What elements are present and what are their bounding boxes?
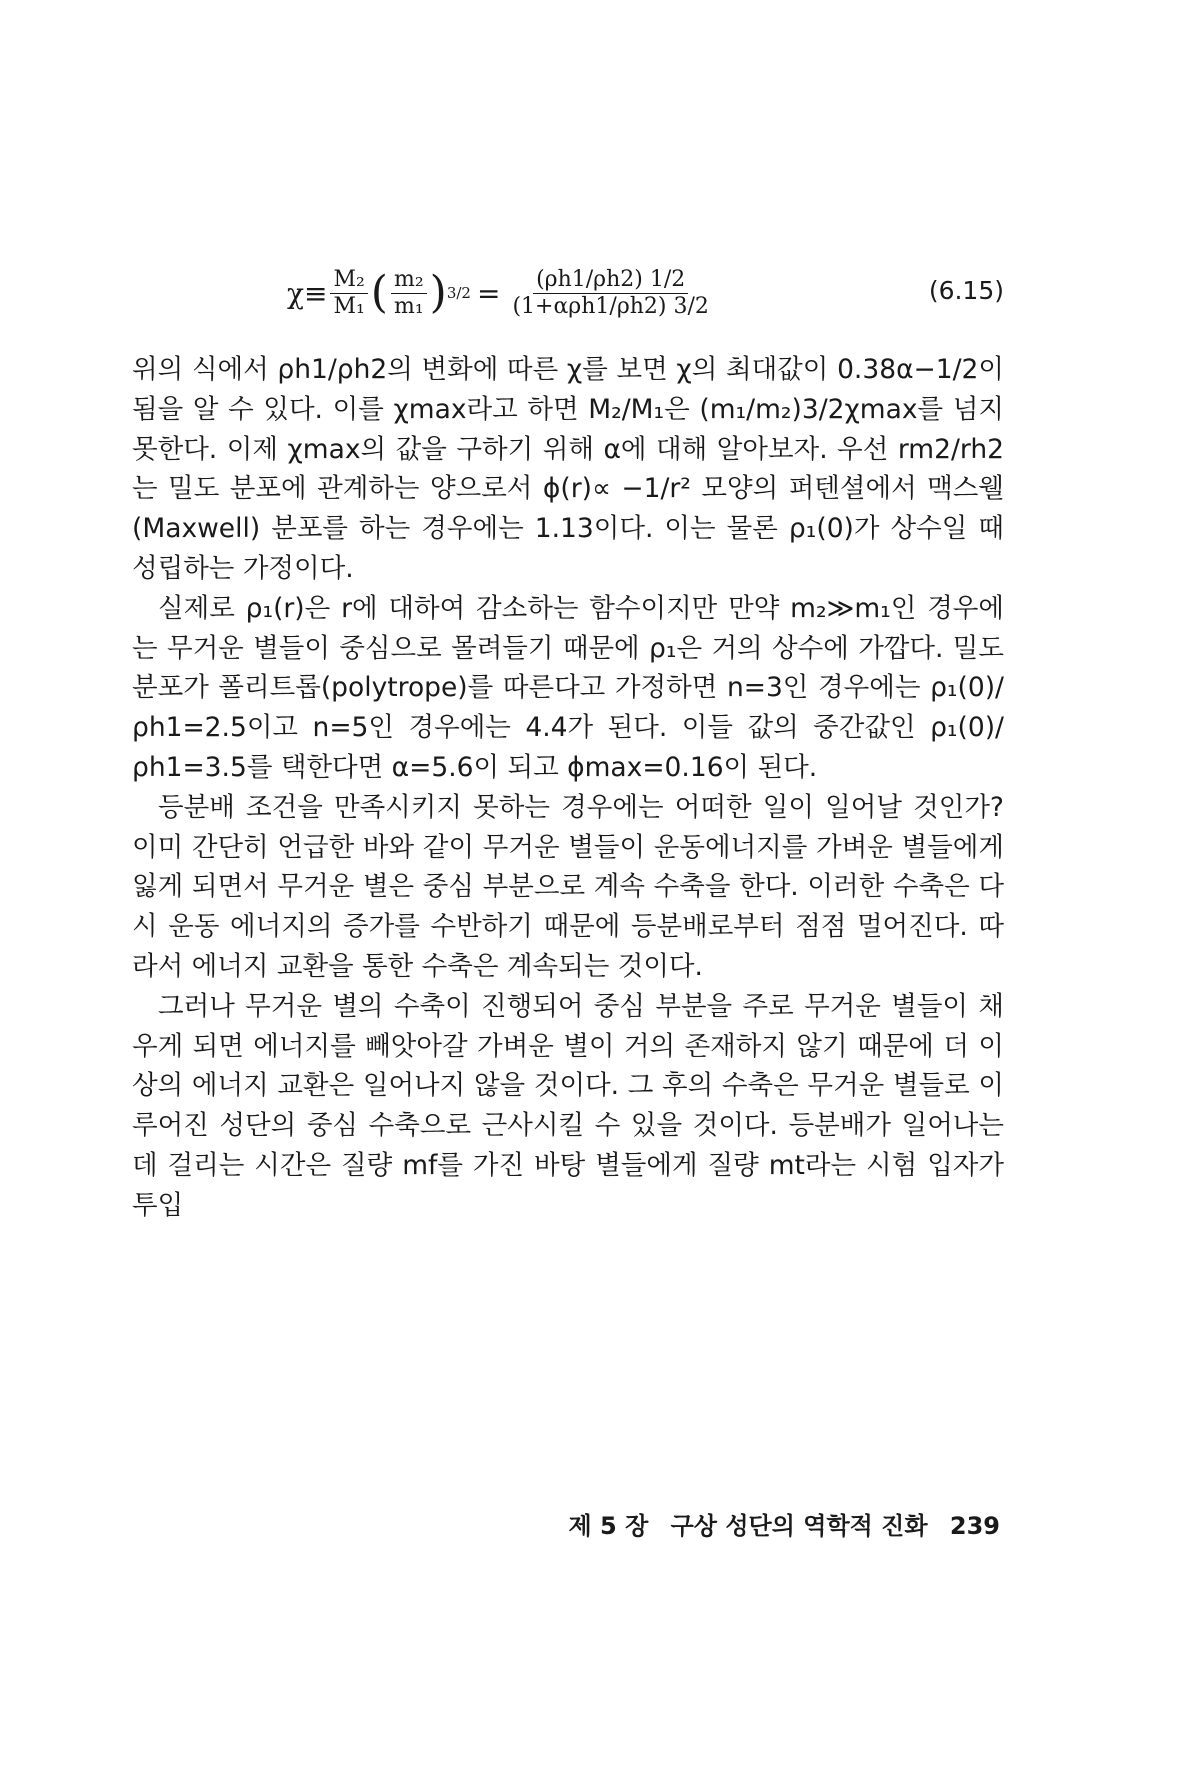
fraction-denominator: m₁ (393, 293, 424, 319)
left-paren: ( (370, 267, 388, 318)
paragraph-2: 실제로 ρ₁(r)은 r에 대하여 감소하는 함수이지만 만약 m₂≫m₁인 경우에는 무거운 별들이 중심으로 몰려들기 때문에 ρ₁은 거의 상수에 가깝다. 밀도 분포가 폴리트롭(polytrope)를 따른다고 가정하면 n=3인 경우에는 ρ₁(0)/ρh1=2.5이고 n=5인 경우에는 4.4가 된다. 이들 값의 중간값인 ρ₁(0)/ρh1=3.5를 택한다면 α=5.6이 되고 ϕmax=0.16이 된다. (132, 592, 1004, 783)
equation-body (287, 258, 715, 328)
fraction-density-ratio (509, 267, 711, 320)
equation-6-15 (132, 258, 1004, 328)
fraction-star-mass-ratio (391, 267, 427, 320)
fraction-denominator: (1+αρh1/ρh2) 3/2 (512, 293, 709, 319)
chapter-title: 구상 성단의 역학적 진화 (670, 1512, 928, 1540)
equation-number: (6.15) (928, 276, 1004, 305)
exponent: 3/2 (446, 284, 471, 302)
fraction-numerator: (ρh1/ρh2) 1/2 (533, 267, 688, 294)
paragraph-4: 그러나 무거운 별의 수축이 진행되어 중심 부분을 주로 무거운 별들이 채우게 되면 에너지를 빼앗아갈 가벼운 별이 거의 존재하지 않기 때문에 더 이상의 에너지 교환은 일어나지 않을 것이다. 그 후의 수축은 무거운 별들로 이루어진 성단의 중심 수축으로 근사시킬 수 있을 것이다. 등분배가 일어나는 데 걸리는 시간은 질량 mf를 가진 바탕 별들에게 질량 mt라는 시험 입자가 투입 (132, 990, 1004, 1221)
right-paren: ) (429, 267, 447, 318)
fraction-denominator: M₁ (333, 293, 365, 319)
paragraph-3: 등분배 조건을 만족시키지 못하는 경우에는 어떠한 일이 일어날 것인가? 이미 간단히 언급한 바와 같이 무거운 별들이 운동에너지를 가벼운 별들에게 잃게 되면서 무거운 별은 중심 부분으로 계속 수축을 한다. 이러한 수축은 다시 운동 에너지의 증가를 수반하기 때문에 등분배로부터 점점 멀어진다. 따라서 에너지 교환을 통한 수축은 계속되는 것이다. (132, 791, 1004, 982)
page-footer (500, 1506, 1000, 1541)
fraction-mass-ratio (330, 267, 367, 320)
fraction-numerator: m₂ (391, 267, 427, 294)
chapter-label: 제 5 장 (568, 1512, 649, 1540)
paragraph-1: 위의 식에서 ρh1/ρh2의 변화에 따른 χ를 보면 χ의 최대값이 0.38α−1/2이 됨을 알 수 있다. 이를 χmax라고 하면 M₂/M₁은 (m₁/m₂)3/2χmax를 넘지 못한다. 이제 χmax의 값을 구하기 위해 α에 대해 알아보자. 우선 rm2/rh2는 밀도 분포에 관계하는 양으로서 ϕ(r)∝ −1/r² 모양의 퍼텐셜에서 맥스웰(Maxwell) 분포를 하는 경우에는 1.13이다. 이는 물론 ρ₁(0)가 상수일 때 성립하는 가정이다. (132, 354, 1004, 584)
body-text (132, 350, 1004, 1226)
equation-lhs: χ≡ (287, 276, 328, 310)
fraction-numerator: M₂ (330, 267, 367, 294)
page-number: 239 (949, 1512, 1000, 1540)
equals-sign: = (476, 276, 501, 310)
